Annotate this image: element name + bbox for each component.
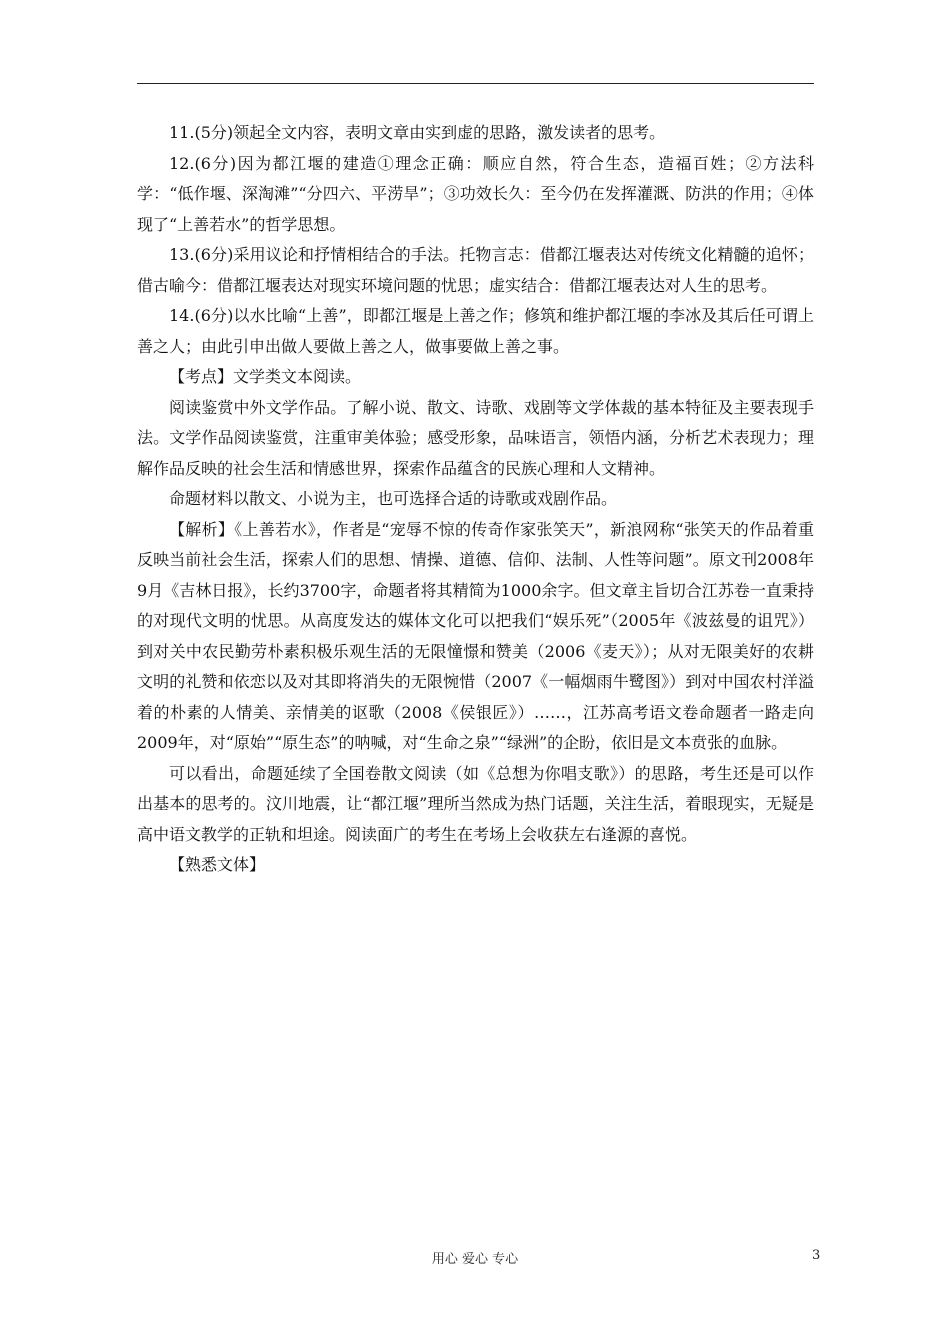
footer-slogan: 用心 爱心 专心 [431,1252,519,1267]
answer-14: 14.(6分)以水比喻“上善”，即都江堰是上善之作；修筑和维护都江堰的李冰及其后任可谓上善之人；由此引申出做人要做上善之人，做事要做上善之事。 [137,306,814,356]
page-number: 3 [812,1248,821,1263]
kaodian-paragraph-2: 命题材料以散文、小说为主，也可选择合适的诗歌或戏剧作品。 [169,489,618,508]
header-rule [137,83,814,84]
document-body [137,118,814,881]
shuxi-heading: 【熟悉文体】 [169,855,266,874]
kaodian-paragraph-1: 阅读鉴赏中外文学作品。了解小说、散文、诗歌、戏剧等文学体裁的基本特征及主要表现手法。文学作品阅读鉴赏，注重审美体验；感受形象，品味语言，领悟内涵，分析艺术表现力；理解作品反映的社会生活和情感世界，探索作品蕴含的民族心理和人文精神。 [137,397,814,478]
answer-11: 11.(5分)领起全文内容，表明文章由实到虚的思路，激发读者的思考。 [169,123,666,142]
jiexi-paragraph-1: 【解析】《上善若水》，作者是“宠辱不惊的传奇作家张笑天”，新浪网称“张笑天的作品着重反映当前社会生活，探索人们的思想、情操、道德、信仰、法制、人性等问题”。原文刊2008年9月《吉林日报》，长约3700字，命题者将其精简为1000余字。但文章主旨切合江苏卷一直秉持的对现代文明的忧思。从高度发达的媒体文化可以把我们“娱乐死”（2005年《波兹曼的诅咒》）到对关中农民勤劳朴素积极乐观生活的无限憧憬和赞美（2006《麦天》）；从对无限美好的农耕文明的礼赞和依恋以及对其即将消失的无限惋惜（2007《一幅烟雨牛鹭图》）到对中国农村洋溢着的朴素的人情美、亲情美的讴歌（2008《侯银匠》）……，江苏高考语文卷命题者一路走向2009年，对“原始”“原生态”的呐喊，对“生命之泉”“绿洲”的企盼，依旧是文本贲张的血脉。 [137,519,814,752]
answer-13: 13.(6分)采用议论和抒情相结合的手法。托物言志：借都江堰表达对传统文化精髓的追怀；借古喻今：借都江堰表达对现实环境问题的忧思；虚实结合：借都江堰表达对人生的思考。 [137,245,814,295]
answer-12: 12.(6分)因为都江堰的建造①理念正确：顺应自然，符合生态，造福百姓；②方法科学：“低作堰、深淘滩”“分四六、平涝旱”；③功效长久：至今仍在发挥灌溉、防洪的作用；④体现了“上善若水”的哲学思想。 [137,153,814,234]
jiexi-paragraph-2: 可以看出，命题延续了全国卷散文阅读（如《总想为你唱支歌》）的思路，考生还是可以作出基本的思考的。汶川地震，让“都江堰”理所当然成为热门话题，关注生活，着眼现实，无疑是高中语文教学的正轨和坦途。阅读面广的考生在考场上会收获左右逢源的喜悦。 [137,763,814,844]
kaodian-heading: 【考点】文学类文本阅读。 [169,367,362,386]
